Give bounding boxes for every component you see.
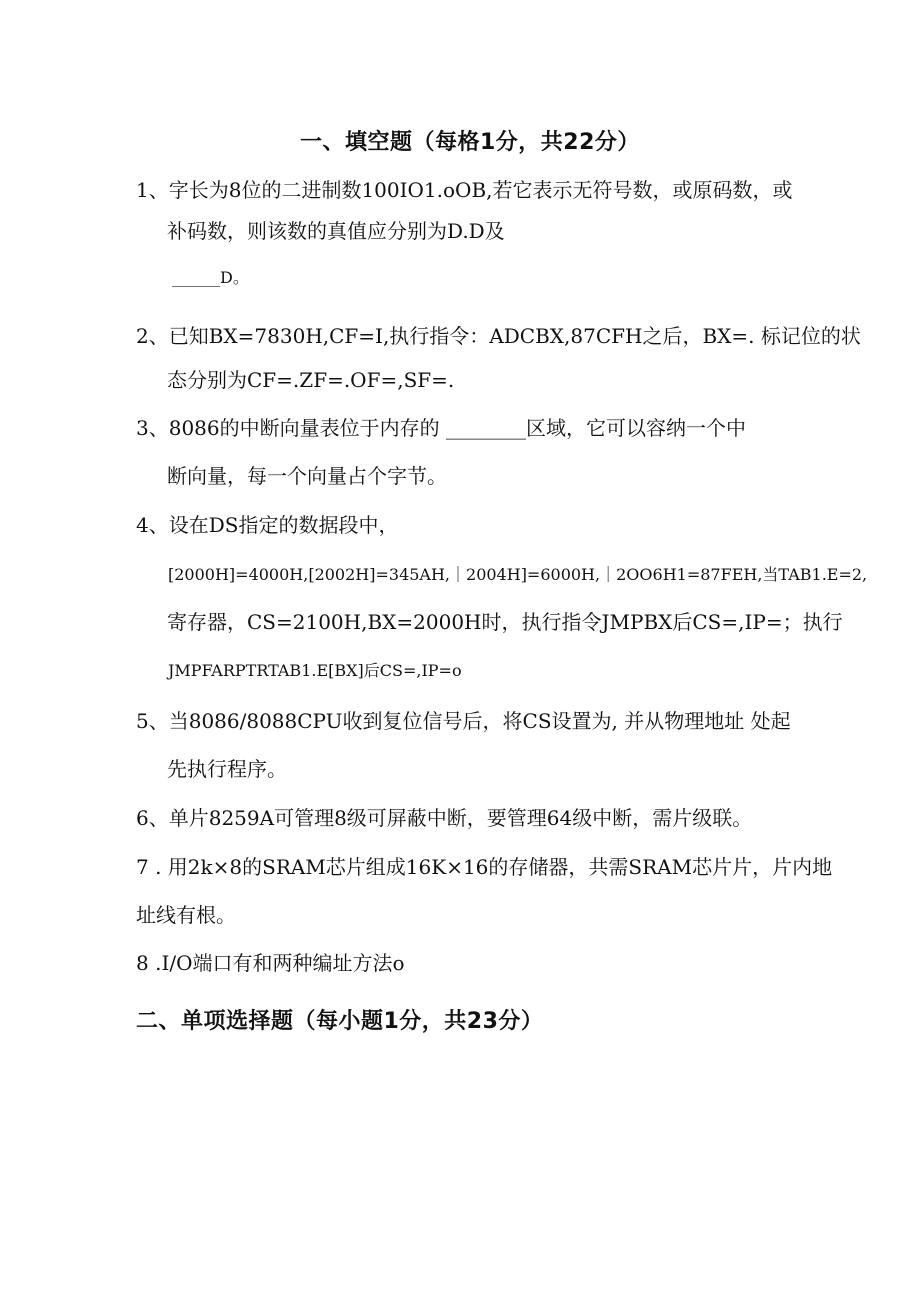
- q4-line3: 寄存器，CS=2100H,BX=2000H时，执行指令JMPBX后CS=,IP=；执行: [167, 610, 843, 634]
- q5-line1: 5、当8086/8088CPU收到复位信号后，将CS设置为, 并从物理地址 处起: [136, 709, 791, 733]
- q2-line1: 2、已知BX=7830H,CF=I,执行指令：ADCBX,87CFH之后，BX=. 标记位的状: [136, 324, 861, 348]
- q5-line2: 先执行程序。: [167, 757, 287, 781]
- section2-heading: 二、单项选择题（每小题1分，共23分）: [136, 1009, 544, 1034]
- q2-line2: 态分别为CF=.ZF=.OF=,SF=.: [167, 368, 455, 392]
- q4-line1: 4、设在DS指定的数据段中，: [136, 513, 399, 537]
- q1-line3: ______D。: [172, 268, 249, 287]
- q7-line1: 7 . 用2k×8的SRAM芯片组成16K×16的存储器，共需SRAM芯片片，片内地: [136, 855, 833, 879]
- q3-line2: 断向量，每一个向量占个字节。: [167, 464, 447, 488]
- section1-heading: 一、填空题（每格1分，共22分）: [300, 130, 640, 155]
- q1-line2: 补码数，则该数的真值应分别为D.D及: [167, 219, 505, 243]
- q4-line4: JMPFARPTRTAB1.E[BX]后CS=,IP=o: [168, 661, 462, 680]
- q4-line2: [2000H]=4000H,[2002H]=345AH,｜2004H]=6000H,｜2OO6H1=87FEH,当TAB1.E=2,: [168, 565, 868, 584]
- q8-line1: 8 .I/O端口有和两种编址方法o: [136, 951, 405, 975]
- q3-line1: 3、8086的中断向量表位于内存的 ________区域，它可以容纳一个中: [136, 416, 746, 440]
- q1-line1: 1、字长为8位的二进制数100IO1.oOB,若它表示无符号数，或原码数，或: [136, 178, 793, 202]
- q7-line2: 址线有根。: [136, 903, 236, 927]
- q6-line1: 6、单片8259A可管理8级可屏蔽中断，要管理64级中断，需片级联。: [136, 806, 753, 830]
